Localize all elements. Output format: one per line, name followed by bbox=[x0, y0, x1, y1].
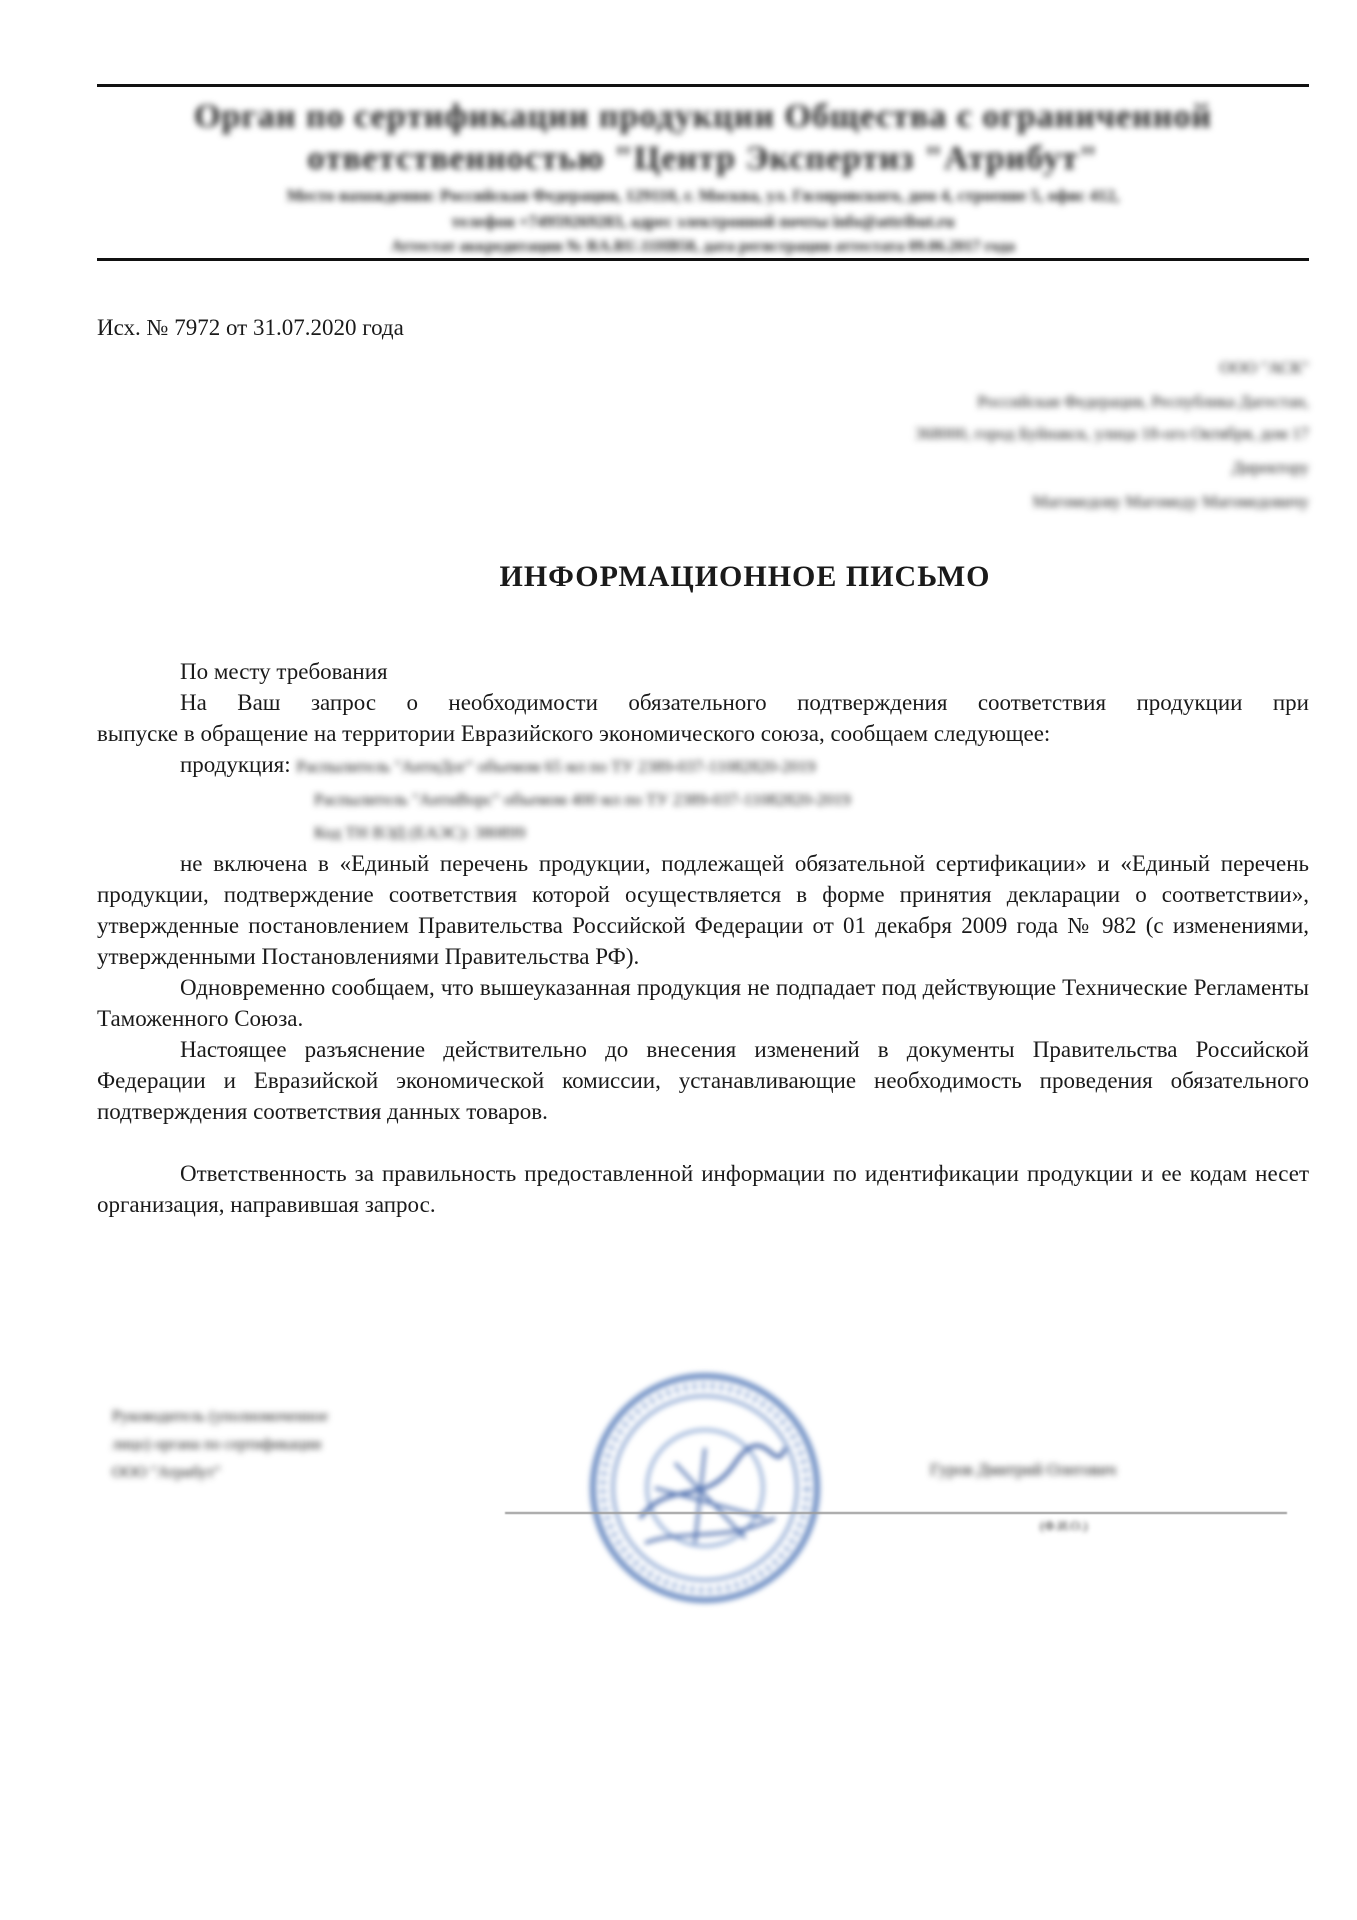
product-line3 bbox=[97, 815, 1309, 848]
product-hs-code: Код ТН ВЭД (ЕАЭС): 380899 bbox=[314, 823, 526, 842]
stamp-seal-icon bbox=[585, 1368, 825, 1608]
letterhead-contacts: телефон +74959269283, адрес электронной почты info@attribut.ru bbox=[451, 212, 955, 231]
document-title: ИНФОРМАЦИОННОЕ ПИСЬМО bbox=[499, 560, 991, 593]
signatory-name-caption: (Ф.И.О.) bbox=[1040, 1518, 1088, 1533]
product-label: продукция: bbox=[180, 752, 291, 777]
letterhead-bottom-rule bbox=[97, 258, 1309, 261]
request-text-line1: На Ваш запрос о необходимости обязательного подтверждения соответствия продукции при bbox=[180, 690, 1309, 715]
addressee-line: Магомедову Магомеду Магомедовичу bbox=[1032, 492, 1309, 511]
signatory-name: Гуров Дмитрий Олегович bbox=[930, 1460, 1117, 1479]
letterhead-org-name-line1: Орган по сертификации продукции Общества с ограниченной bbox=[194, 98, 1212, 135]
signatory-position-line3: ООО "Атрибут" bbox=[112, 1464, 221, 1481]
addressee-line: ООО "АСК" bbox=[1219, 358, 1309, 377]
product-name-2: Распылитель "АнтиВорс" объемом 400 мл по ТУ 2389-037-11082820-2019 bbox=[314, 790, 851, 809]
letterhead-accreditation: Аттестат аккредитации № RA.RU.11НВ58, дата регистрации аттестата 09.06.2017 года bbox=[391, 238, 1015, 255]
product-name-1: Распылитель "АнтиДог" объемом 65 мл по ТУ 2389-037-11082820-2019 bbox=[296, 757, 816, 776]
product-line1 bbox=[97, 749, 1309, 782]
signature-line bbox=[505, 1512, 1287, 1514]
regulations-paragraph: Одновременно сообщаем, что вышеуказанная продукция не подпадает под действующие Технические Регламенты Таможенного Союза. bbox=[97, 975, 1309, 1031]
greeting: По месту требования bbox=[180, 659, 388, 684]
addressee-line: Российская Федерация, Республика Дагестан, bbox=[977, 392, 1309, 411]
addressee-line: Директору bbox=[1231, 458, 1309, 477]
responsibility-paragraph: Ответственность за правильность предоставленной информации по идентификации продукции и ее кодам несет организация, направившая запрос. bbox=[97, 1161, 1309, 1217]
signatory-position-line2: лицо) органа по сертификации bbox=[112, 1436, 322, 1453]
exclusion-paragraph: не включена в «Единый перечень продукции, подлежащей обязательной сертификации» и «Единый перечень продукции, подтверждение соответствия которой осуществляется в форме принятия декларации о соответствии», утвержденные постановлением Правительства Российской Федерации от 01 декабря 2009 года № 982 (с изменениями, утвержденными Постановлениями Правительства РФ). bbox=[97, 851, 1309, 969]
validity-paragraph: Настоящее разъяснение действительно до внесения изменений в документы Правительства Российской Федерации и Евразийской экономической комиссии, устанавливающие необходимость проведения обязательного подтверждения соответствия данных товаров. bbox=[97, 1037, 1309, 1124]
signatory-position-line1: Руководитель (уполномоченное bbox=[112, 1408, 329, 1425]
request-text-line2: выпуске в обращение на территории Евразийского экономического союза, сообщаем следующее: bbox=[97, 721, 1051, 746]
addressee-line: 368000, город Буйнакск, улица 18-ого Октября, дом 17 bbox=[914, 424, 1309, 443]
letterhead-org-name-line2: ответственностью "Центр Экспертиз "Атрибут" bbox=[307, 140, 1099, 177]
product-line2 bbox=[97, 782, 1309, 815]
letterhead-top-rule bbox=[97, 84, 1309, 87]
outgoing-reference: Исх. № 7972 от 31.07.2020 года bbox=[97, 315, 404, 340]
letter-body bbox=[97, 656, 1309, 1220]
letterhead-address: Место нахождения: Российская Федерация, 129110, г. Москва, ул. Гиляровского, дом 4, строение 5, офис 412, bbox=[286, 186, 1120, 205]
